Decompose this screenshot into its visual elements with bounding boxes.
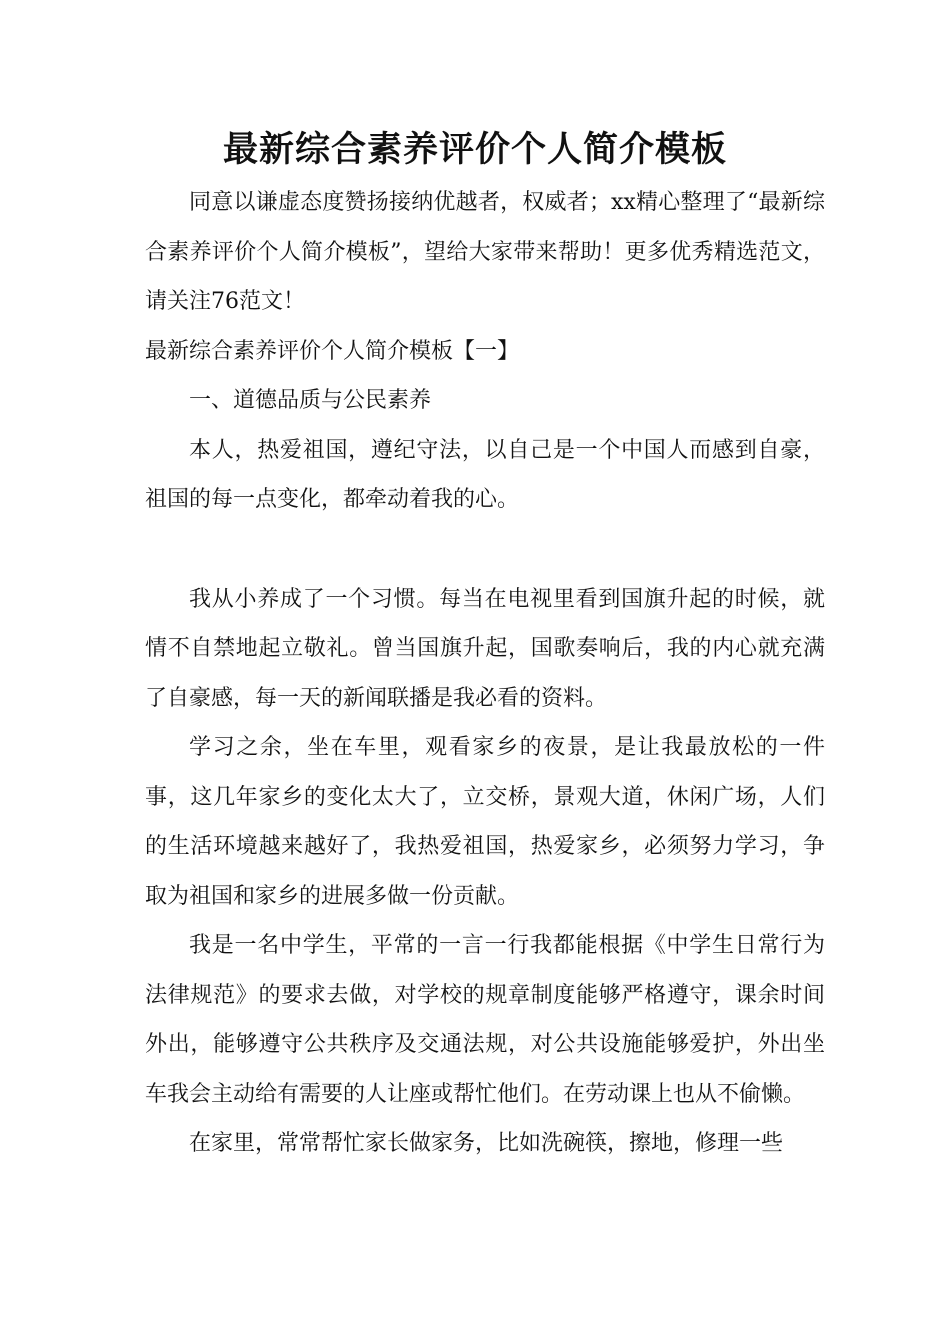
- document-title: 最新综合素养评价个人简介模板: [222, 130, 727, 170]
- document-body: [145, 178, 825, 1169]
- body-paragraph-2: 我从小养成了一个习惯。每当在电视里看到国旗升起的时候，就情不自禁地起立敬礼。曾当国旗升起，国歌奏响后，我的内心就充满了自豪感，每一天的新闻联播是我必看的资料。: [145, 586, 825, 711]
- intro-paragraph: 同意以谦虚态度赞扬接纳优越者，权威者；xx精心整理了“最新综合素养评价个人简介模板”，望给大家带来帮助！更多优秀精选范文，请关注76范文！: [145, 190, 825, 314]
- section-heading: 最新综合素养评价个人简介模板【一】: [145, 338, 520, 364]
- paragraph-gap: [145, 525, 825, 575]
- body-paragraph-5: 在家里，常常帮忙家长做家务，比如洗碗筷，擦地，修理一些: [189, 1131, 784, 1156]
- body-paragraph-1: 本人，热爱祖国，遵纪守法，以自己是一个中国人而感到自豪，祖国的每一点变化，都牵动着我的心。: [145, 437, 825, 512]
- subheading-moral-quality: 一、道德品质与公民素养: [189, 388, 432, 413]
- body-paragraph-4: 我是一名中学生，平常的一言一行我都能根据《中学生日常行为法律规范》的要求去做，对学校的规章制度能够严格遵守，课余时间外出，能够遵守公共秩序及交通法规，对公共设施能够爱护，外出坐车我会主动给有需要的人让座或帮忙他们。在劳动课上也从不偷懒。: [145, 933, 825, 1107]
- body-paragraph-3: 学习之余，坐在车里，观看家乡的夜景，是让我最放松的一件事，这几年家乡的变化太大了，立交桥，景观大道，休闲广场，人们的生活环境越来越好了，我热爱祖国，热爱家乡，必须努力学习，争取为祖国和家乡的进展多做一份贡献。: [145, 735, 825, 909]
